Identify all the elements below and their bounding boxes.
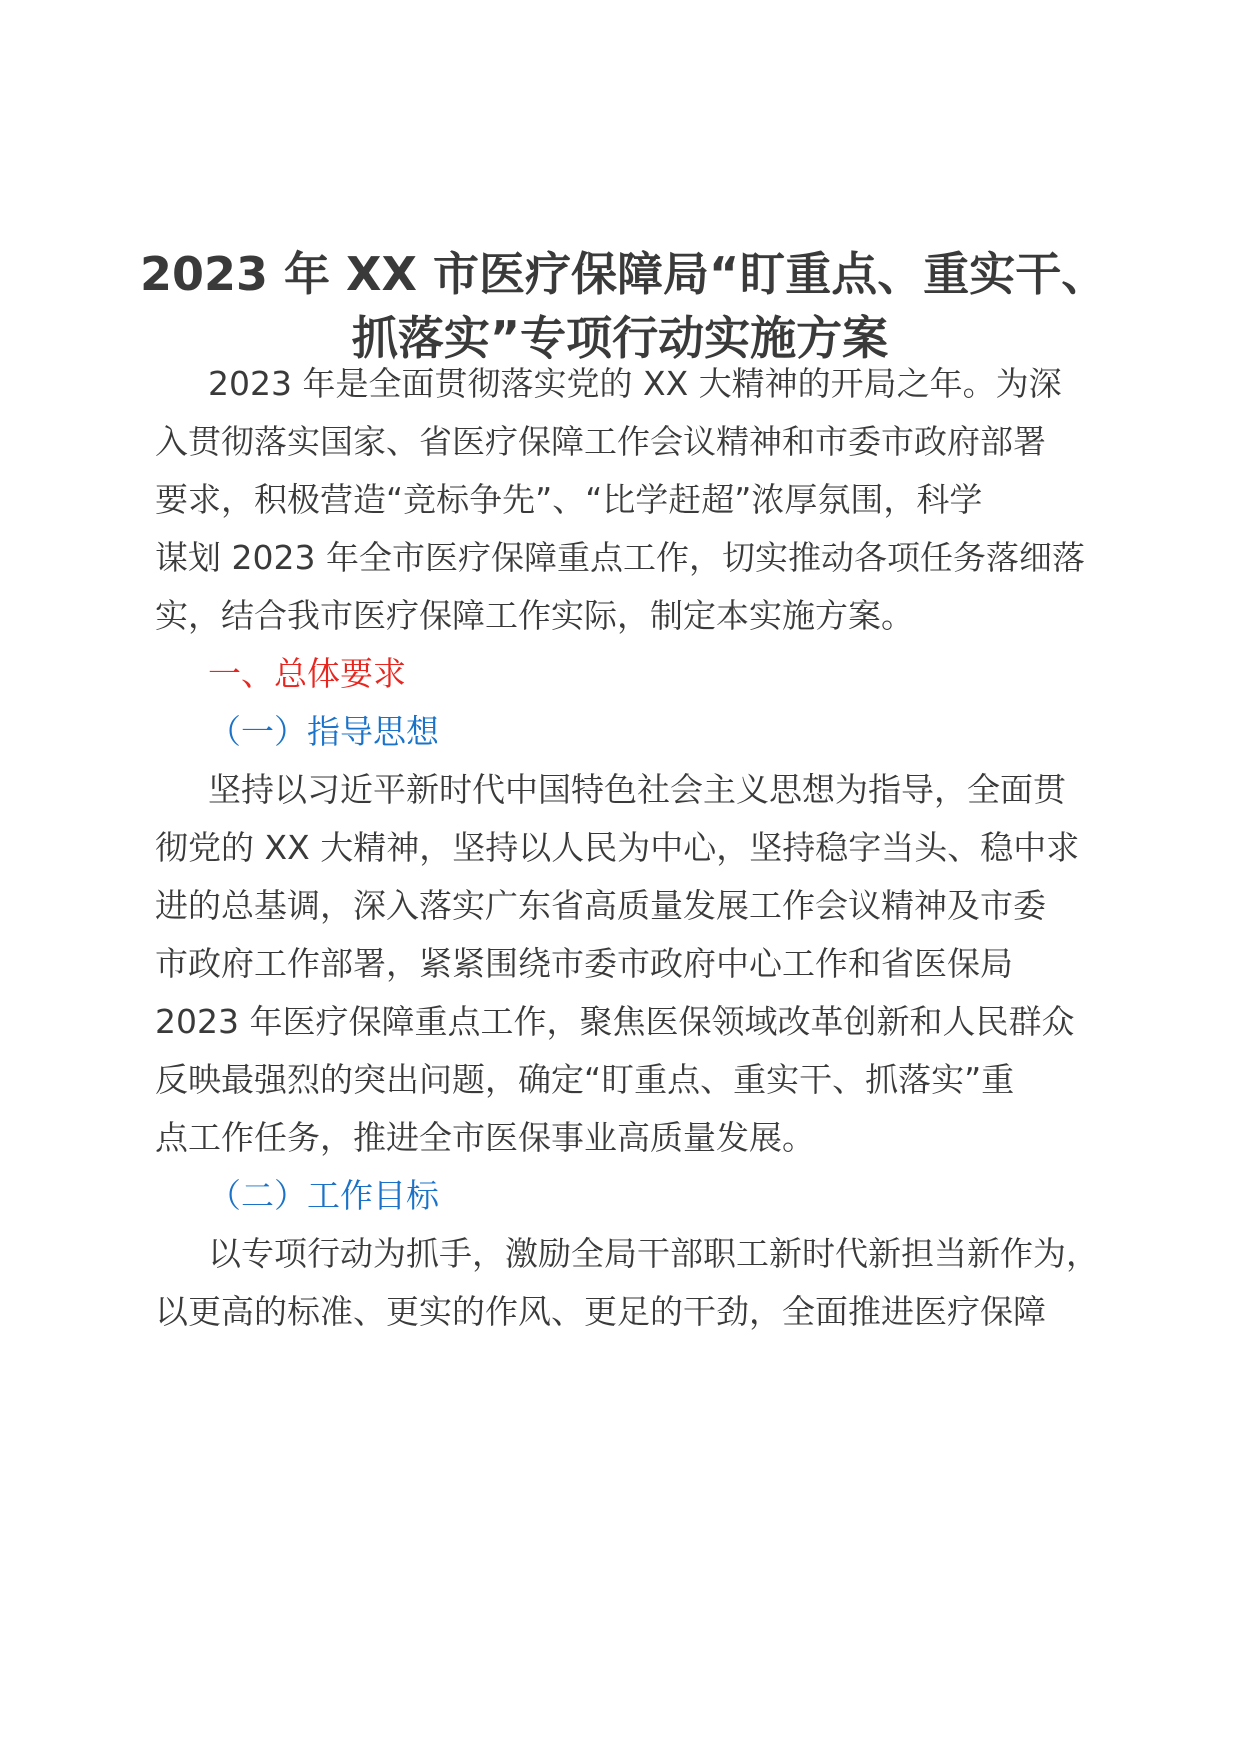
goals-line-1: 以专项行动为抓手，激励全局干部职工新时代新担当新作为， — [208, 1234, 1099, 1273]
intro-line-3: 要求，积极营造“竞标争先”、“比学赶超”浓厚氛围，科学 — [155, 480, 983, 519]
document-title-line-2: 抓落实”专项行动实施方案 — [351, 311, 889, 365]
ideology-line-4: 市政府工作部署，紧紧围绕市委市政府中心工作和省医保局 — [155, 944, 1013, 983]
subsection-heading-work-goals: （二）工作目标 — [208, 1176, 439, 1215]
ideology-line-6: 反映最强烈的突出问题，确定“盯重点、重实干、抓落实”重 — [155, 1060, 1015, 1099]
subsection-heading-guiding-ideology: （一）指导思想 — [208, 712, 439, 751]
goals-line-2: 以更高的标准、更实的作风、更足的干劲，全面推进医疗保障 — [155, 1292, 1046, 1331]
intro-line-2: 入贯彻落实国家、省医疗保障工作会议精神和市委市政府部署 — [155, 422, 1046, 461]
intro-line-4: 谋划 2023 年全市医疗保障重点工作，切实推动各项任务落细落 — [155, 538, 1085, 577]
ideology-line-1: 坚持以习近平新时代中国特色社会主义思想为指导，全面贯 — [208, 770, 1066, 809]
ideology-line-7: 点工作任务，推进全市医保事业高质量发展。 — [155, 1118, 815, 1157]
intro-line-1: 2023 年是全面贯彻落实党的 XX 大精神的开局之年。为深 — [208, 364, 1062, 403]
section-heading-general-requirements: 一、总体要求 — [208, 654, 406, 693]
ideology-line-3: 进的总基调，深入落实广东省高质量发展工作会议精神及市委 — [155, 886, 1046, 925]
document-title-line-1: 2023 年 XX 市医疗保障局“盯重点、重实干、 — [140, 247, 1108, 301]
intro-line-5: 实，结合我市医疗保障工作实际，制定本实施方案。 — [155, 596, 914, 635]
ideology-line-2: 彻党的 XX 大精神，坚持以人民为中心，坚持稳字当头、稳中求 — [155, 828, 1080, 867]
ideology-line-5: 2023 年医疗保障重点工作，聚焦医保领域改革创新和人民群众 — [155, 1002, 1075, 1041]
